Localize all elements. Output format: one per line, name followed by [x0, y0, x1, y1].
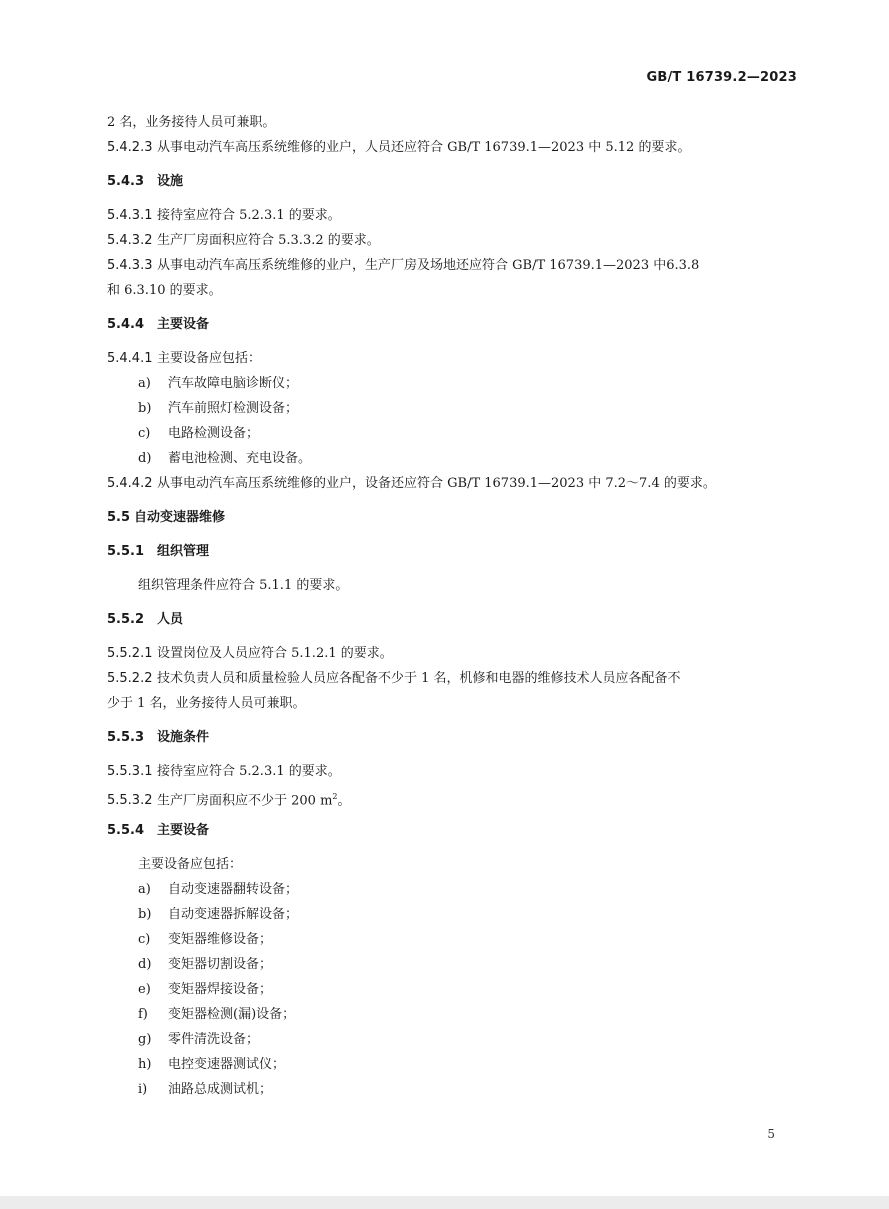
clause-5-4-2-3: [107, 135, 807, 160]
heading-number: 5.5.3: [107, 730, 145, 745]
heading-number: 5.4.4: [107, 317, 145, 332]
list-marker: d): [138, 957, 152, 972]
clause-number: 5.4.4.1: [107, 351, 153, 366]
clause-number: 5.5.2.1: [107, 646, 153, 661]
clause-text: 主要设备应包括：: [157, 351, 262, 366]
list-marker: f): [138, 1007, 148, 1022]
list-text: 油路总成测试机；: [168, 1082, 273, 1097]
heading-title: 主要设备: [157, 317, 210, 332]
heading-5-5-3: [107, 725, 807, 750]
clause-tail: 。: [337, 793, 351, 809]
list-text: 变矩器维修设备；: [168, 932, 273, 947]
list-item: [107, 1077, 807, 1102]
clause-5-5-2-2: [107, 666, 807, 691]
list-item: [107, 927, 807, 952]
clause-text: 从事电动汽车高压系统维修的业户，设备还应符合 GB/T 16739.1—2023 中 7.2～7.4 的要求。: [157, 476, 716, 491]
heading-5-5-4: [107, 818, 807, 843]
heading-title: 设施条件: [157, 730, 210, 745]
list-item: [107, 446, 807, 471]
heading-title: 设施: [157, 174, 184, 189]
list-text: 变矩器检测(漏)设备；: [168, 1007, 296, 1022]
list-text: 汽车前照灯检测设备；: [168, 401, 299, 416]
heading-5-5-1: [107, 539, 807, 564]
list-marker: c): [138, 932, 151, 947]
list-marker: a): [138, 882, 151, 897]
heading-title: 人员: [157, 612, 184, 627]
list-marker: b): [138, 907, 152, 922]
clause-number: 5.4.3.1: [107, 208, 153, 223]
clause-5-4-4-1: [107, 346, 807, 371]
list-item: [107, 877, 807, 902]
list-text: 变矩器切割设备；: [168, 957, 273, 972]
clause-text: 从事电动汽车高压系统维修的业户，生产厂房及场地还应符合 GB/T 16739.1—2023 中6.3.8: [157, 258, 700, 273]
paragraph: 主要设备应包括：: [138, 857, 243, 872]
list-item: [107, 952, 807, 977]
heading-5-4-4: [107, 312, 807, 337]
list-item: [107, 396, 807, 421]
list-item: [107, 902, 807, 927]
clause-continuation: 和 6.3.10 的要求。: [107, 283, 222, 298]
clause-number: 5.4.4.2: [107, 476, 153, 491]
list-item: [107, 1027, 807, 1052]
clause-5-5-3-1: [107, 759, 807, 784]
list-marker: c): [138, 426, 151, 441]
clause-5-5-3-2: [107, 784, 807, 809]
list-item: [107, 1052, 807, 1077]
clause-5-4-3-3: [107, 253, 807, 278]
paragraph: 组织管理条件应符合 5.1.1 的要求。: [138, 578, 349, 593]
list-text: 汽车故障电脑诊断仪；: [168, 376, 299, 391]
clause-text: 从事电动汽车高压系统维修的业户，人员还应符合 GB/T 16739.1—2023 中 5.12 的要求。: [157, 140, 691, 155]
list-text: 自动变速器翻转设备；: [168, 882, 299, 897]
heading-5-5: [107, 505, 807, 530]
clause-number: 5.4.3.2: [107, 233, 153, 248]
standard-number-header: GB/T 16739.2—2023: [646, 70, 797, 85]
list-marker: a): [138, 376, 151, 391]
clause-5-4-3-2: [107, 228, 807, 253]
list-marker: g): [138, 1032, 152, 1047]
list-item: [107, 1002, 807, 1027]
clause-text: 生产厂房面积应符合 5.3.3.2 的要求。: [157, 233, 380, 248]
document-body: [107, 110, 807, 1102]
heading-title: 主要设备: [157, 823, 210, 838]
clause-5-5-2-1: [107, 641, 807, 666]
heading-title: 自动变速器维修: [134, 510, 226, 525]
list-marker: d): [138, 451, 152, 466]
page-edge: [0, 1196, 889, 1209]
paragraph-continuation: 2 名，业务接待人员可兼职。: [107, 115, 276, 130]
clause-text: 接待室应符合 5.2.3.1 的要求。: [157, 208, 341, 223]
list-text: 蓄电池检测、充电设备。: [168, 451, 312, 466]
clause-text: 设置岗位及人员应符合 5.1.2.1 的要求。: [157, 646, 393, 661]
list-marker: b): [138, 401, 152, 416]
heading-5-4-3: [107, 169, 807, 194]
list-marker: h): [138, 1057, 152, 1072]
list-marker: e): [138, 982, 151, 997]
list-text: 变矩器焊接设备；: [168, 982, 273, 997]
clause-number: 5.4.2.3: [107, 140, 153, 155]
list-item: [107, 421, 807, 446]
heading-5-5-2: [107, 607, 807, 632]
page-number: 5: [767, 1127, 775, 1141]
heading-number: 5.5: [107, 510, 131, 525]
clause-text: 技术负责人员和质量检验人员应各配备不少于 1 名，机修和电器的维修技术人员应各配备不: [157, 671, 681, 686]
heading-number: 5.5.1: [107, 544, 145, 559]
clause-text: 生产厂房面积应不少于 200 m: [157, 793, 333, 809]
superscript: 2: [332, 792, 338, 801]
heading-number: 5.4.3: [107, 174, 145, 189]
list-text: 零件清洗设备；: [168, 1032, 260, 1047]
heading-number: 5.5.2: [107, 612, 145, 627]
clause-number: 5.5.3.1: [107, 764, 153, 779]
list-text: 电控变速器测试仪；: [168, 1057, 286, 1072]
clause-number: 5.4.3.3: [107, 258, 153, 273]
list-text: 电路检测设备；: [168, 426, 260, 441]
clause-text: 接待室应符合 5.2.3.1 的要求。: [157, 764, 341, 779]
clause-continuation: 少于 1 名，业务接待人员可兼职。: [107, 696, 306, 711]
list-item: [107, 371, 807, 396]
list-item: [107, 977, 807, 1002]
clause-5-4-3-1: [107, 203, 807, 228]
heading-title: 组织管理: [157, 544, 210, 559]
clause-number: 5.5.3.2: [107, 793, 153, 809]
list-text: 自动变速器拆解设备；: [168, 907, 299, 922]
clause-5-4-4-2: [107, 471, 807, 496]
clause-number: 5.5.2.2: [107, 671, 153, 686]
heading-number: 5.5.4: [107, 823, 145, 838]
list-marker: i): [138, 1082, 148, 1097]
